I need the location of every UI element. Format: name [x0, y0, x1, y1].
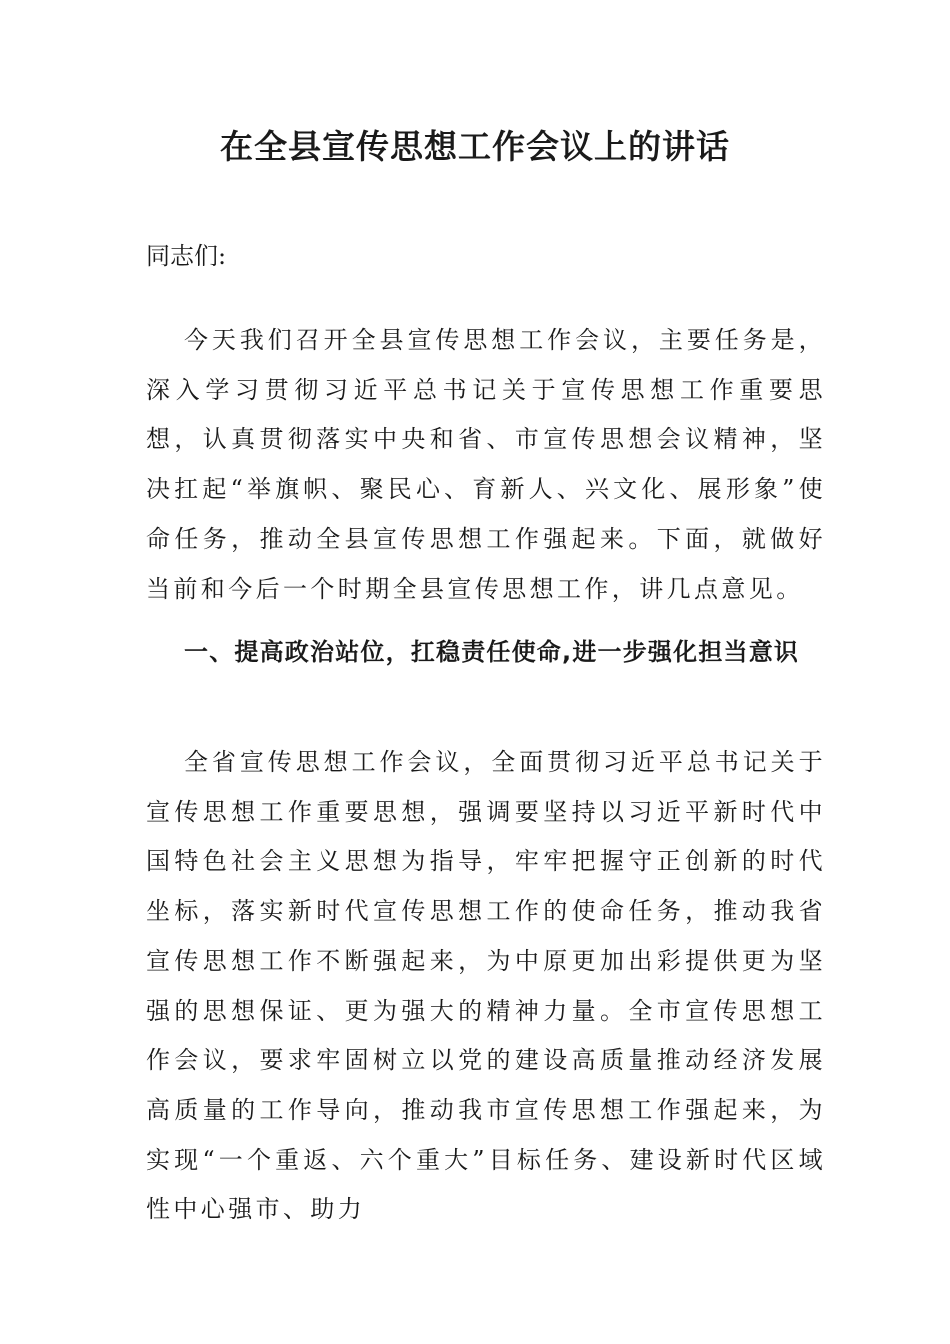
- section-1-paragraph: 全省宣传思想工作会议，全面贯彻习近平总书记关于宣传思想工作重要思想，强调要坚持以习近平新时代中国特色社会主义思想为指导，牢牢把握守正创新的时代坐标，落实新时代宣传思想工作的使命任务，推动我省宣传思想工作不断强起来，为中原更加出彩提供更为坚强的思想保证、更为强大的精神力量。全市宣传思想工作会议，要求牢固树立以党的建设高质量推动经济发展高质量的工作导向，推动我市宣传思想工作强起来，为实现“一个重返、六个重大”目标任务、建设新时代区域性中心强市、助力: [146, 748, 826, 1224]
- intro-paragraph: 今天我们召开全县宣传思想工作会议，主要任务是，深入学习贯彻习近平总书记关于宣传思想工作重要思想，认真贯彻落实中央和省、市宣传思想会议精神，坚决扛起“举旗帜、聚民心、育新人、兴文化、展形象”使命任务，推动全县宣传思想工作强起来。下面，就做好当前和今后一个时期全县宣传思想工作，讲几点意见。: [146, 326, 826, 603]
- section-heading-1: 一、提高政治站位，扛稳责任使命,进一步强化担当意识: [184, 638, 800, 666]
- salutation: 同志们:: [146, 242, 227, 270]
- document-title: 在全县宣传思想工作会议上的讲话: [220, 127, 730, 166]
